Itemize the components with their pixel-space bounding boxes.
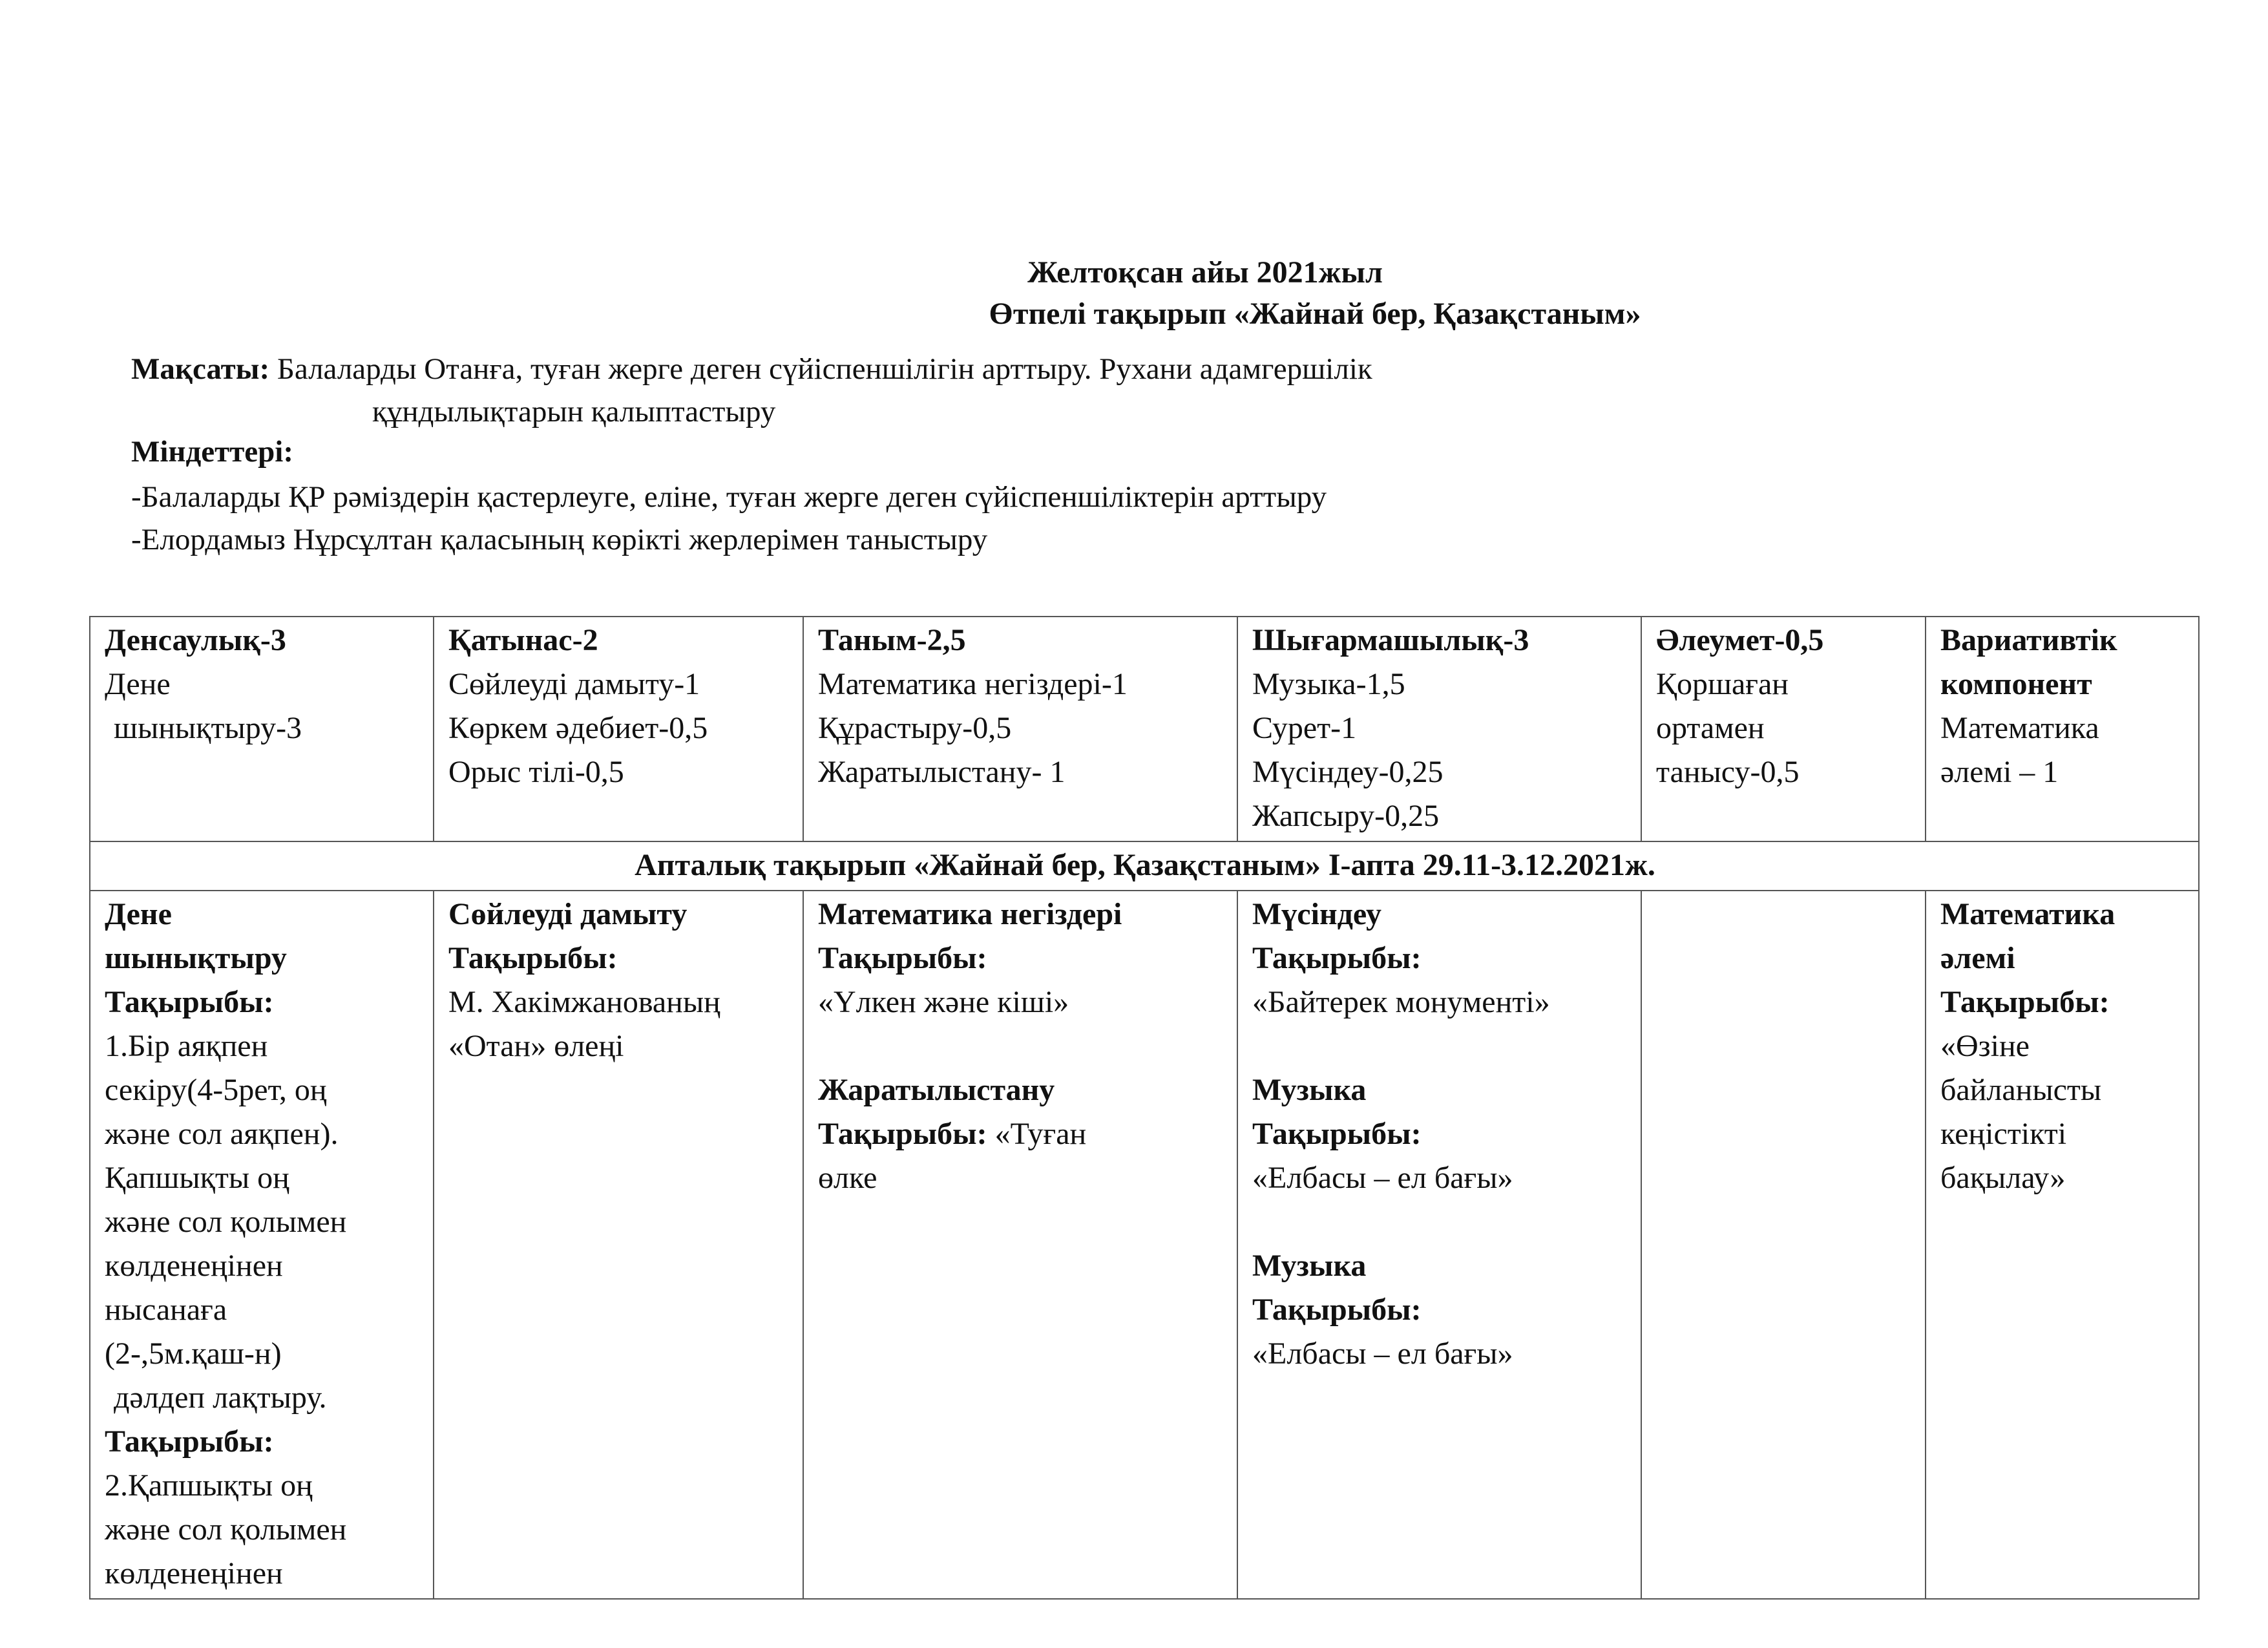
area-line: танысу-0,5 [1656, 755, 1800, 789]
activity-cell-physical [90, 891, 434, 1599]
month-title: Желтоқсан айы 2021жыл [1027, 255, 1383, 290]
area-line: Жапсыру-0,25 [1252, 799, 1440, 833]
topic-line: және сол қолымен [105, 1512, 347, 1547]
goal-paragraph [131, 348, 2199, 433]
task-item: -Балаларды ҚР рәміздерін қастерлеуге, еліне, туған жерге деген сүйіспеншіліктерін арттыру [131, 480, 1327, 514]
activity-heading: Сөйлеуді дамыту [448, 897, 688, 931]
area-line: Сөйлеуді дамыту-1 [448, 667, 700, 701]
activities-row [90, 891, 2199, 1599]
area-cell-health [90, 617, 434, 841]
topic-line: бақылау» [1940, 1161, 2066, 1195]
topic-label: Тақырыбы: [1252, 941, 1422, 975]
topic-line: «Өзіне [1940, 1029, 2030, 1063]
activity-cell-math-world [1926, 891, 2199, 1599]
topic-line: дәлдеп лақтыру. [114, 1380, 327, 1415]
activity-cell-arts-music [1237, 891, 1641, 1599]
topic-label: Тақырыбы: [1252, 1293, 1422, 1327]
topic-line: «Отан» өлеңі [448, 1029, 624, 1063]
area-line: Жаратылыстану- 1 [818, 755, 1066, 789]
topic-label: Тақырыбы: [1252, 1117, 1422, 1151]
area-title: компонент [1940, 667, 2092, 701]
activity-heading: Музыка [1252, 1249, 1367, 1283]
spacer [818, 1024, 1224, 1068]
weekly-plan-table [89, 616, 2200, 1600]
topic-line: секіру(4-5рет, оң [105, 1073, 327, 1107]
topic-line: өлке [818, 1161, 877, 1195]
area-line: Қоршаған [1656, 667, 1789, 701]
area-title: Әлеумет-0,5 [1656, 623, 1824, 657]
area-line: Сурет-1 [1252, 711, 1357, 745]
topic-label: Тақырыбы: [818, 1117, 987, 1151]
activity-cell-math-science [803, 891, 1237, 1599]
activity-heading: Жаратылыстану [818, 1073, 1055, 1107]
topic-line: 1.Бір аяқпен [105, 1029, 268, 1063]
topic-line: 2.Қапшықты оң [105, 1468, 313, 1503]
area-line: Орыс тілі-0,5 [448, 755, 624, 789]
area-title: Шығармашылық-3 [1252, 623, 1529, 657]
activity-heading: Математика [1940, 897, 2116, 931]
topic-line: байланысты [1940, 1073, 2102, 1107]
areas-row [90, 617, 2199, 841]
topic-line: кеңістікті [1940, 1117, 2067, 1151]
topic-label: Тақырыбы: [818, 941, 987, 975]
goal-text-continuation: құндылықтарын қалыптастыру [372, 395, 776, 428]
area-line: Музыка-1,5 [1252, 667, 1405, 701]
activity-heading: Математика негіздері [818, 897, 1122, 931]
area-line: Математика негіздері-1 [818, 667, 1128, 701]
activity-heading: Музыка [1252, 1073, 1367, 1107]
area-cell-social [1641, 617, 1926, 841]
spacer [1252, 1200, 1628, 1244]
area-title: Вариативтік [1940, 623, 2117, 657]
area-title: Таным-2,5 [818, 623, 966, 657]
document-header [0, 252, 2268, 335]
topic-line: «Үлкен және кіші» [818, 985, 1069, 1019]
goal-text: Балаларды Отанға, туған жерге деген сүйіспеншілігін арттыру. Рухани адамгершілік [269, 352, 1372, 386]
week-theme: Апталық тақырып «Жайнай бер, Қазақстаным» І-апта 29.11-3.12.2021ж. [90, 841, 2199, 891]
topic-label: Тақырыбы: [448, 941, 618, 975]
activity-heading: Мүсіндеу [1252, 897, 1381, 931]
goal-label: Мақсаты: [131, 352, 270, 386]
task-item: -Елордамыз Нұрсұлтан қаласының көрікті жерлерімен таныстыру [131, 523, 988, 556]
area-line: шынықтыру-3 [114, 711, 302, 745]
area-cell-variative [1926, 617, 2199, 841]
week-theme-row [90, 841, 2199, 891]
activity-cell-speech [434, 891, 803, 1599]
topic-line: «Елбасы – ел бағы» [1252, 1336, 1513, 1371]
area-line: Көркем әдебиет-0,5 [448, 711, 708, 745]
spacer [1252, 1024, 1628, 1068]
topic-line: көлденеңінен [105, 1249, 283, 1283]
area-title: Қатынас-2 [448, 623, 598, 657]
topic-line: (2-,5м.қаш-н) [105, 1336, 282, 1371]
area-title: Денсаулық-3 [105, 623, 286, 657]
area-line: ортамен [1656, 711, 1765, 745]
transitional-theme-title: Өтпелі тақырып «Жайнай бер, Қазақстаным» [989, 297, 1641, 331]
topic-line: көлденеңінен [105, 1556, 283, 1590]
topic-line: нысанаға [105, 1293, 227, 1327]
area-line: әлемі – 1 [1940, 755, 2059, 789]
topic-label: Тақырыбы: [105, 985, 274, 1019]
tasks-label: Міндеттері: [131, 435, 294, 469]
topic-line: М. Хакімжанованың [448, 985, 720, 1019]
area-line: Мүсіндеу-0,25 [1252, 755, 1444, 789]
area-cell-creativity [1237, 617, 1641, 841]
topic-label: Тақырыбы: [1940, 985, 2110, 1019]
area-line: Математика [1940, 711, 2099, 745]
area-line: Құрастыру-0,5 [818, 711, 1012, 745]
activity-heading: шынықтыру [105, 941, 287, 975]
topic-label: Тақырыбы: [105, 1424, 274, 1459]
topic-line: Қапшықты оң [105, 1161, 289, 1195]
activity-heading: Дене [105, 897, 172, 931]
activity-heading: әлемі [1940, 941, 2015, 975]
topic-line: және сол аяқпен). [105, 1117, 339, 1151]
topic-line: «Туған [987, 1117, 1087, 1151]
activity-cell-empty [1641, 891, 1926, 1599]
area-cell-communication [434, 617, 803, 841]
topic-line: және сол қолымен [105, 1205, 347, 1239]
topic-line: «Байтерек монументі» [1252, 985, 1550, 1019]
area-cell-cognition [803, 617, 1237, 841]
area-line: Дене [105, 667, 171, 701]
topic-line: «Елбасы – ел бағы» [1252, 1161, 1513, 1195]
